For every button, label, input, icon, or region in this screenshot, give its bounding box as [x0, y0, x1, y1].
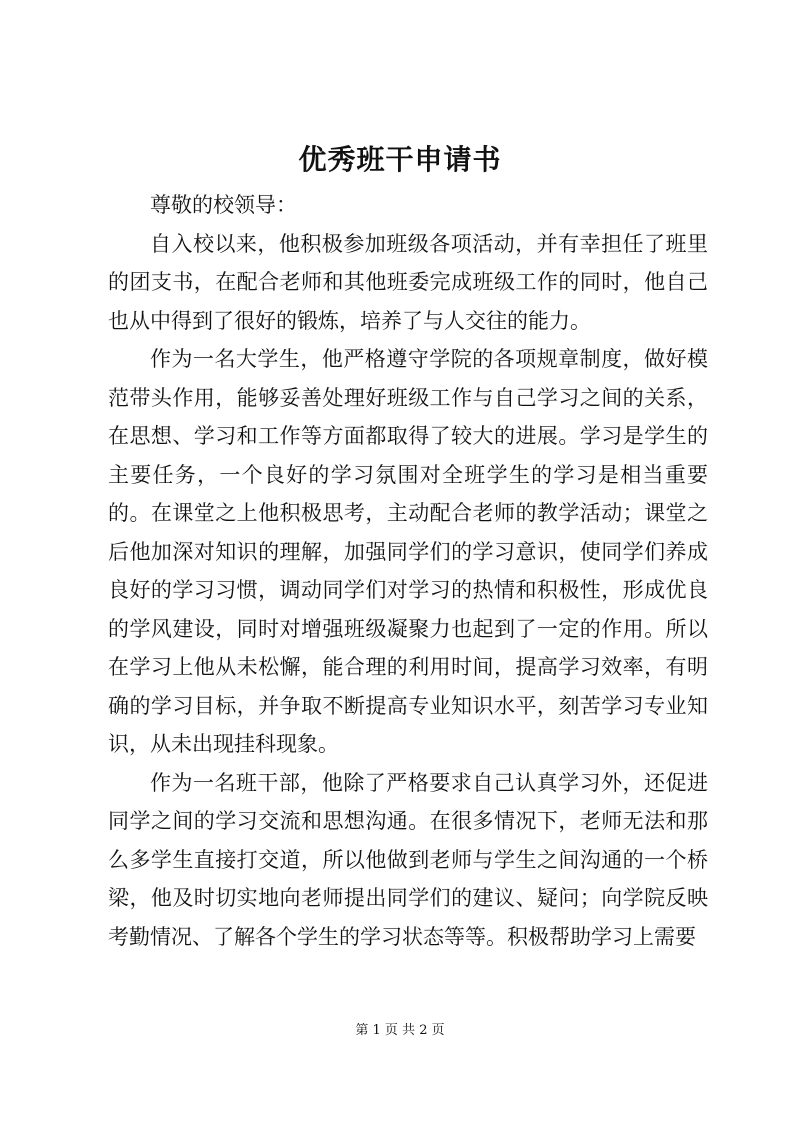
paragraph-1: 自入校以来，他积极参加班级各项活动，并有幸担任了班里的团支书，在配合老师和其他班委完成班级工作的同时，他自己也从中得到了很好的锻炼，培养了与人交往的能力。	[108, 231, 708, 333]
document-title: 优秀班干申请书	[298, 143, 502, 176]
paragraph-3: 作为一名班干部，他除了严格要求自己认真学习外，还促进同学之间的学习交流和思想沟通。在很多情况下，老师无法和那么多学生直接打交道，所以他做到老师与学生之间沟通的一个桥梁，他及时切实地向老师提出同学们的建议、疑问；向学院反映考勤情况、了解各个学生的学习状态等等。积极帮助学习上需要	[108, 770, 708, 949]
salutation: 尊敬的校领导：	[150, 193, 297, 217]
document-body	[108, 186, 708, 956]
paragraph-2: 作为一名大学生，他严格遵守学院的各项规章制度，做好模范带头作用，能够妥善处理好班级工作与自己学习之间的关系，在思想、学习和工作等方面都取得了较大的进展。学习是学生的主要任务，一个良好的学习氛围对全班学生的学习是相当重要的。在课堂之上他积极思考，主动配合老师的教学活动；课堂之后他加深对知识的理解，加强同学们的学习意识，使同学们养成良好的学习习惯，调动同学们对学习的热情和积极性，形成优良的学风建设，同时对增强班级凝聚力也起到了一定的作用。所以在学习上他从未松懈，能合理的利用时间，提高学习效率，有明确的学习目标，并争取不断提高专业知识水平，刻苦学习专业知识，从未出现挂科现象。	[108, 347, 708, 756]
page-number-footer: 第 1 页 共 2 页	[355, 1023, 445, 1038]
